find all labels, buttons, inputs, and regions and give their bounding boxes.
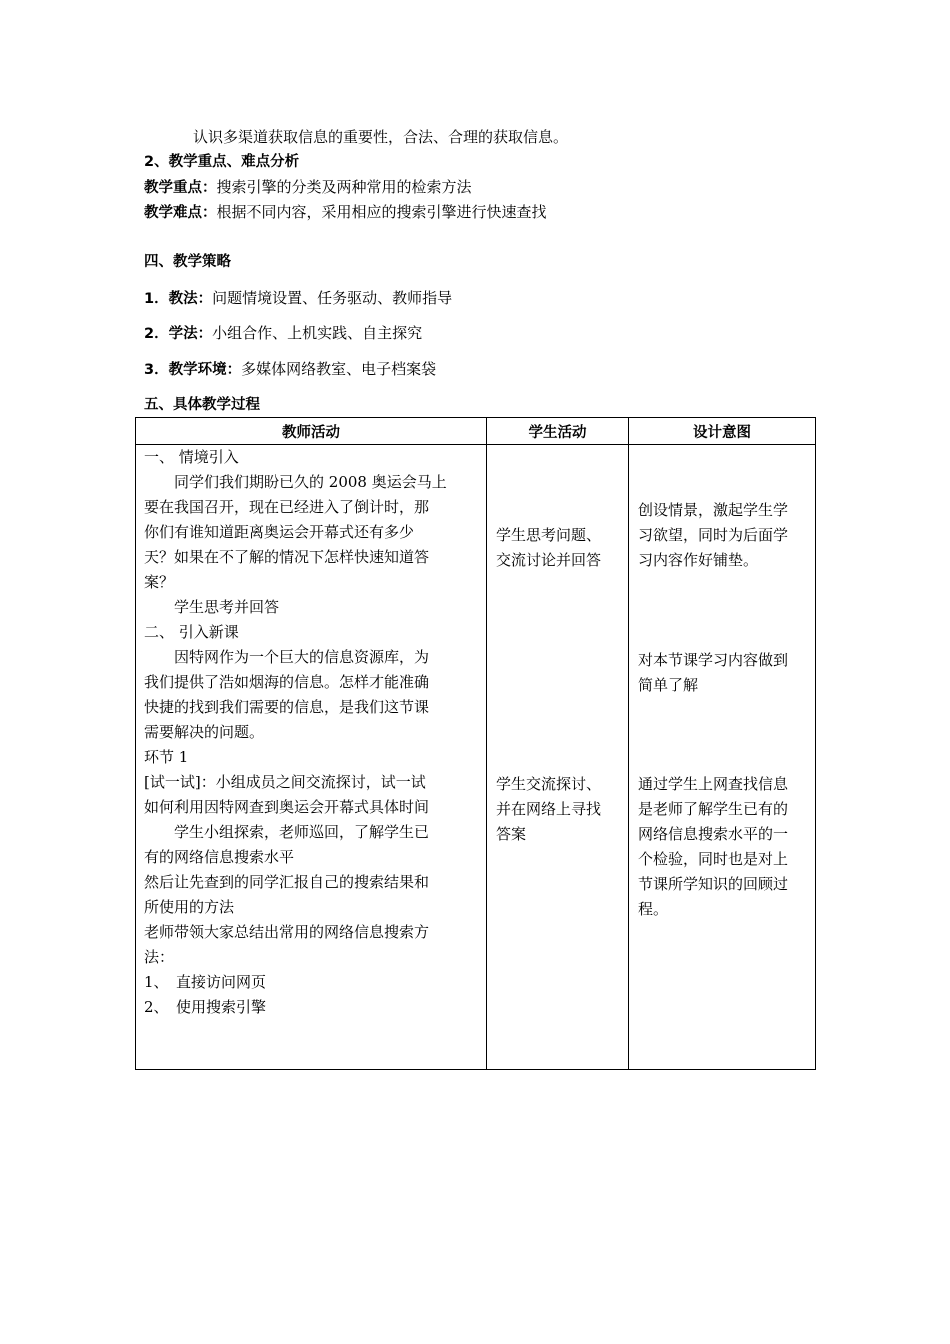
difficulty-line <box>144 202 547 223</box>
student-line: 答案 <box>496 825 527 843</box>
teacher-line: 案？ <box>144 573 175 591</box>
header-student-activity: 学生活动 <box>487 418 629 445</box>
section5-heading: 五、具体教学过程 <box>144 397 260 413</box>
teacher-line: 如何利用因特网查到奥运会开幕式具体时间 <box>144 798 430 816</box>
teacher-line: [试一试]：小组成员之间交流探讨，试一试 <box>144 773 426 791</box>
header-design-intent: 设计意图 <box>629 418 816 445</box>
teacher-line: 需要解决的问题。 <box>144 723 265 741</box>
strategy-text: 多媒体网络教室、电子档案袋 <box>241 360 437 378</box>
teacher-line: 环节 1 <box>144 748 189 766</box>
teacher-line: 然后让先查到的同学汇报自己的搜索结果和 <box>144 873 430 891</box>
design-intent-cell <box>629 445 816 1070</box>
intro-line: 认识多渠道获取信息的重要性，合法、合理的获取信息。 <box>193 128 569 146</box>
section4-heading: 四、教学策略 <box>144 254 231 270</box>
strategy-item-1 <box>144 288 452 309</box>
teaching-process-table <box>135 417 816 1070</box>
teacher-line: 要在我国召开，现在已经进入了倒计时，那 <box>144 498 430 516</box>
strategy-label: 1．教法： <box>144 291 213 307</box>
teacher-line: 同学们我们期盼已久的 2008 奥运会马上 <box>144 473 447 491</box>
teacher-line: 学生小组探索，老师巡回，了解学生已 <box>144 823 430 841</box>
teacher-line: 天？如果在不了解的情况下怎样快速知道答 <box>144 548 430 566</box>
difficulty-text: 根据不同内容，采用相应的搜索引擎进行快速查找 <box>216 203 547 221</box>
design-line: 网络信息搜索水平的一 <box>638 825 789 843</box>
table-header-row <box>136 418 816 445</box>
header-teacher-activity: 教师活动 <box>136 418 487 445</box>
section2-heading: 2、教学重点、难点分析 <box>144 154 300 170</box>
strategy-text: 问题情境设置、任务驱动、教师指导 <box>212 289 453 307</box>
design-line: 简单了解 <box>638 676 699 694</box>
student-activity-cell <box>487 445 629 1070</box>
key-point-label: 教学重点： <box>144 180 217 196</box>
key-point-line <box>144 177 472 198</box>
teacher-line: 学生思考并回答 <box>144 598 280 616</box>
design-line: 对本节课学习内容做到 <box>638 651 789 669</box>
design-line: 习内容作好铺垫。 <box>638 551 759 569</box>
teacher-line: 2、 使用搜索引擎 <box>144 998 267 1016</box>
teacher-line: 一、 情境引入 <box>144 448 239 466</box>
difficulty-label: 教学难点： <box>144 205 217 221</box>
student-line: 学生交流探讨、 <box>496 775 602 793</box>
strategy-text: 小组合作、上机实践、自主探究 <box>212 324 423 342</box>
teacher-line: 我们提供了浩如烟海的信息。怎样才能准确 <box>144 673 430 691</box>
strategy-item-2 <box>144 323 422 344</box>
teacher-line: 快捷的找到我们需要的信息，是我们这节课 <box>144 698 430 716</box>
design-line: 程。 <box>638 900 669 918</box>
teacher-line: 有的网络信息搜索水平 <box>144 848 295 866</box>
strategy-item-3 <box>144 359 436 380</box>
design-line: 是老师了解学生已有的 <box>638 800 789 818</box>
design-line: 创设情景，激起学生学 <box>638 501 789 519</box>
design-line: 个检验，同时也是对上 <box>638 850 789 868</box>
teacher-line: 法： <box>144 948 175 966</box>
teacher-activity-cell <box>136 445 487 1070</box>
student-line: 并在网络上寻找 <box>496 800 602 818</box>
strategy-label: 2．学法： <box>144 326 213 342</box>
teacher-line: 1、 直接访问网页 <box>144 973 267 991</box>
design-line: 通过学生上网查找信息 <box>638 775 789 793</box>
table-row <box>136 445 816 1070</box>
teacher-line: 二、 引入新课 <box>144 623 239 641</box>
teacher-line: 因特网作为一个巨大的信息资源库，为 <box>144 648 430 666</box>
design-line: 习欲望，同时为后面学 <box>638 526 789 544</box>
key-point-text: 搜索引擎的分类及两种常用的检索方法 <box>216 178 472 196</box>
teacher-line: 所使用的方法 <box>144 898 235 916</box>
student-line: 学生思考问题、 <box>496 526 602 544</box>
design-line: 节课所学知识的回顾过 <box>638 875 789 893</box>
teacher-line: 你们有谁知道距离奥运会开幕式还有多少 <box>144 523 415 541</box>
student-line: 交流讨论并回答 <box>496 551 602 569</box>
strategy-label: 3．教学环境： <box>144 362 242 378</box>
teacher-line: 老师带领大家总结出常用的网络信息搜索方 <box>144 923 430 941</box>
